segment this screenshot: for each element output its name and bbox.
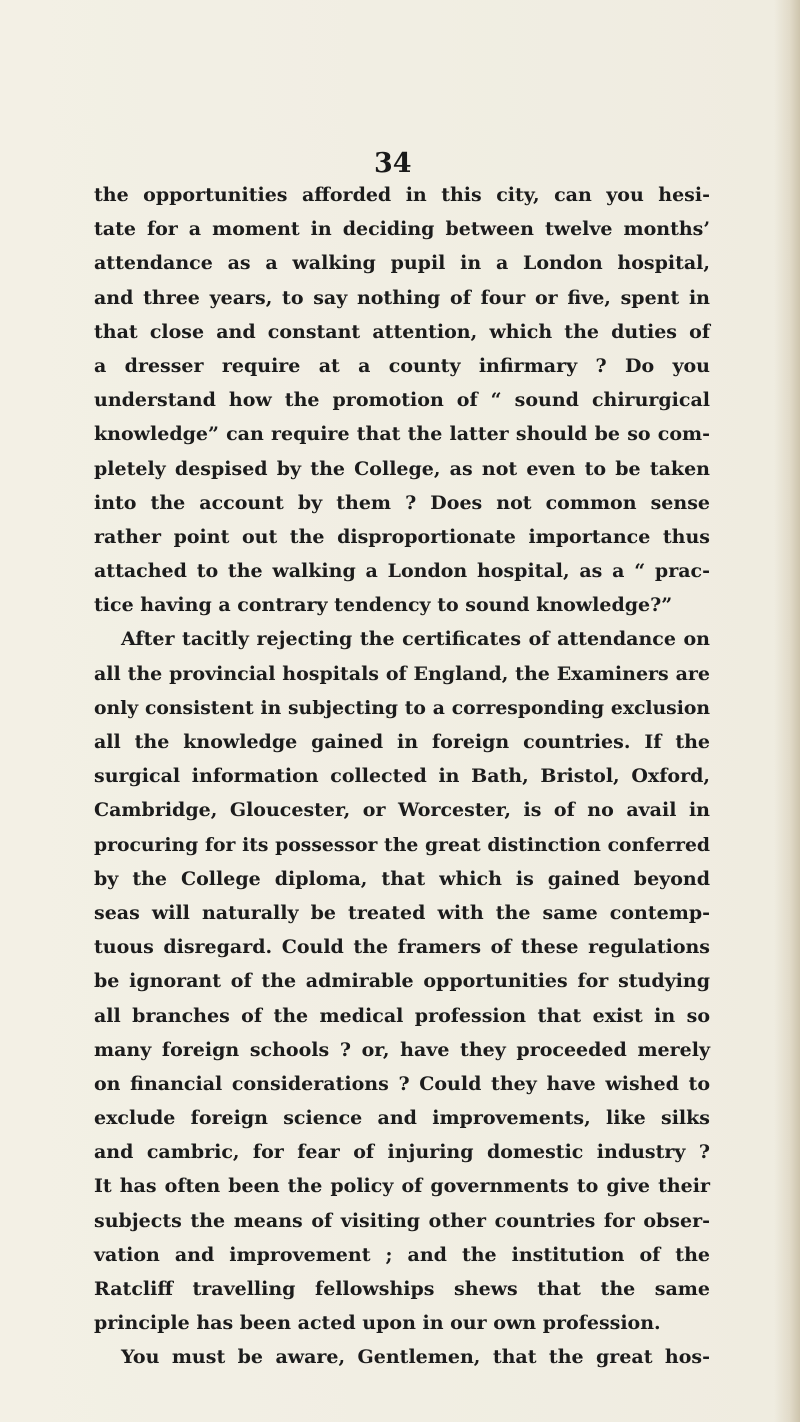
text-line: subjects the means of visiting other countries for obser- <box>94 1209 710 1232</box>
text-line: You must be aware, Gentlemen, that the great hos- <box>121 1346 710 1369</box>
text-line: attendance as a walking pupil in a London hospital, <box>94 252 710 275</box>
text-line: seas will naturally be treated with the same contemp- <box>94 901 710 924</box>
text-line: tice having a contrary tendency to sound knowledge?” <box>94 594 673 617</box>
text-line: into the account by them ? Does not common sense <box>94 491 710 514</box>
text-line: It has often been the policy of governments to give their <box>94 1175 710 1198</box>
text-line: and three years, to say nothing of four or five, spent in <box>94 286 710 309</box>
text-line: be ignorant of the admirable opportunities for studying <box>94 970 710 993</box>
text-line: all branches of the medical profession that exist in so <box>94 1004 710 1027</box>
text-line: a dresser require at a county infirmary ? Do you <box>94 354 710 377</box>
text-line: tate for a moment in deciding between twelve months’ <box>94 218 710 241</box>
text-line: many foreign schools ? or, have they proceeded merely <box>94 1038 710 1061</box>
text-line: knowledge” can require that the latter should be so com- <box>94 423 710 446</box>
text-line: all the knowledge gained in foreign countries. If the <box>94 731 710 753</box>
text-line: understand how the promotion of “ sound chirurgical <box>94 389 710 412</box>
page-number: 34 <box>374 148 412 179</box>
text-line: the opportunities afforded in this city, can you hesi- <box>94 184 710 206</box>
body-text <box>94 178 710 1375</box>
text-line: procuring for its possessor the great distinction conferred <box>94 833 710 856</box>
text-line: and cambric, for fear of injuring domestic industry ? <box>94 1141 710 1164</box>
text-line: tuous disregard. Could the framers of these regulations <box>94 936 710 959</box>
text-line: pletely despised by the College, as not even to be taken <box>94 457 710 480</box>
text-line: that close and constant attention, which the duties of <box>94 320 710 343</box>
text-line: After tacitly rejecting the certificates of attendance on <box>121 628 710 651</box>
text-line: Cambridge, Gloucester, or Worcester, is of no avail in <box>94 799 710 822</box>
text-line: attached to the walking a London hospital, as a “ prac- <box>94 560 710 583</box>
text-line: all the provincial hospitals of England, the Examiners are <box>94 662 710 685</box>
text-line: surgical information collected in Bath, Bristol, Oxford, <box>94 765 710 788</box>
text-line: Ratcliff travelling fellowships shews that the same <box>94 1278 710 1300</box>
text-line: rather point out the disproportionate importance thus <box>94 525 710 548</box>
text-line: vation and improvement ; and the institution of the <box>94 1243 710 1266</box>
text-line: only consistent in subjecting to a corresponding exclusion <box>94 696 710 719</box>
page-edge-shadow <box>774 0 800 1422</box>
text-line: exclude foreign science and improvements, like silks <box>94 1107 710 1130</box>
text-line: by the College diploma, that which is gained beyond <box>94 867 710 890</box>
text-line: principle has been acted upon in our own profession. <box>94 1312 661 1335</box>
text-line: on financial considerations ? Could they have wished to <box>94 1072 710 1095</box>
